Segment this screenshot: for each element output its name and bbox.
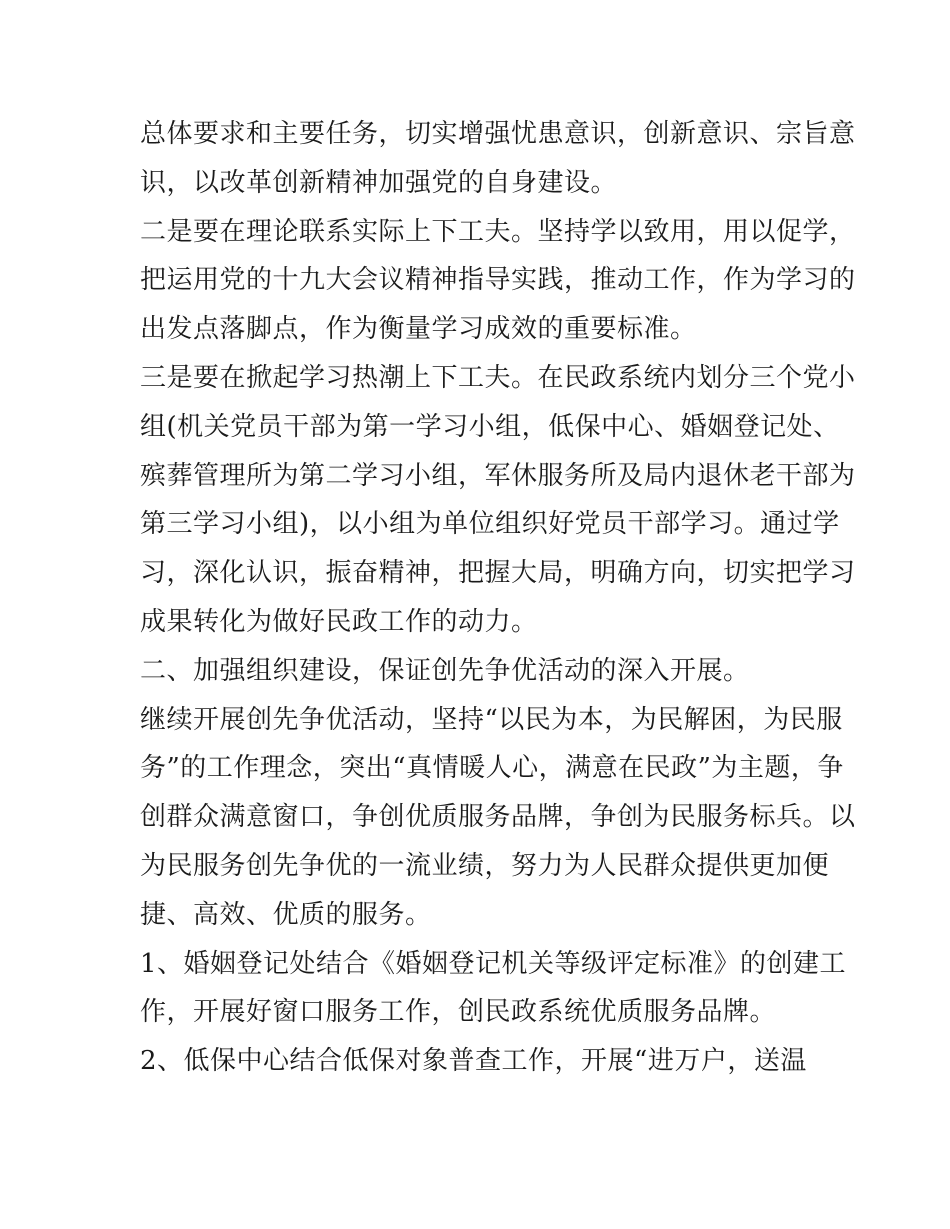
text-line: 作，开展好窗口服务工作，创民政系统优质服务品牌。 [140,997,777,1028]
text-line: 殡葬管理所为第二学习小组，军休服务所及局内退休老干部为 [140,460,856,491]
list-item-text: 1、婚姻登记处结合《婚姻登记机关等级评定标准》的创建工 [140,948,847,979]
text-line: 继续开展创先争优活动，坚持“以民为本，为民解困，为民服 [140,704,843,735]
text-line: 捷、高效、优质的服务。 [140,899,432,930]
text-line: 创群众满意窗口，争创优质服务品牌，争创为民服务标兵。以 [140,802,856,833]
text-line: 二是要在理论联系实际上下工夫。坚持学以致用，用以促学， [140,216,856,247]
text-line: 第三学习小组)，以小组为单位组织好党员干部学习。通过学 [140,509,840,540]
text-line: 总体要求和主要任务，切实增强忧患意识，创新意识、宗旨意 [140,119,856,149]
list-item-text: 2、低保中心结合低保对象普查工作，开展“进万户，送温 [140,1046,807,1077]
text-line: 识，以改革创新精神加强党的自身建设。 [140,167,618,198]
text-line: 三是要在掀起学习热潮上下工夫。在民政系统内划分三个党小 [140,362,856,393]
text-line: 习，深化认识，振奋精神，把握大局，明确方向，切实把学习 [140,558,856,589]
text-line: 为民服务创先争优的一流业绩，努力为人民群众提供更加便 [140,850,830,881]
text-line: 务”的工作理念，突出“真情暖人心，满意在民政”为主题，争 [140,753,844,784]
text-line: 组(机关党员干部为第一学习小组，低保中心、婚姻登记处、 [140,411,840,442]
text-line: 把运用党的十九大会议精神指导实践，推动工作，作为学习的 [140,265,856,296]
text-line: 成果转化为做好民政工作的动力。 [140,606,538,637]
text-line: 出发点落脚点，作为衡量学习成效的重要标准。 [140,314,697,345]
document-body [140,110,856,1086]
section-heading: 二、加强组织建设，保证创先争优活动的深入开展。 [140,655,750,686]
